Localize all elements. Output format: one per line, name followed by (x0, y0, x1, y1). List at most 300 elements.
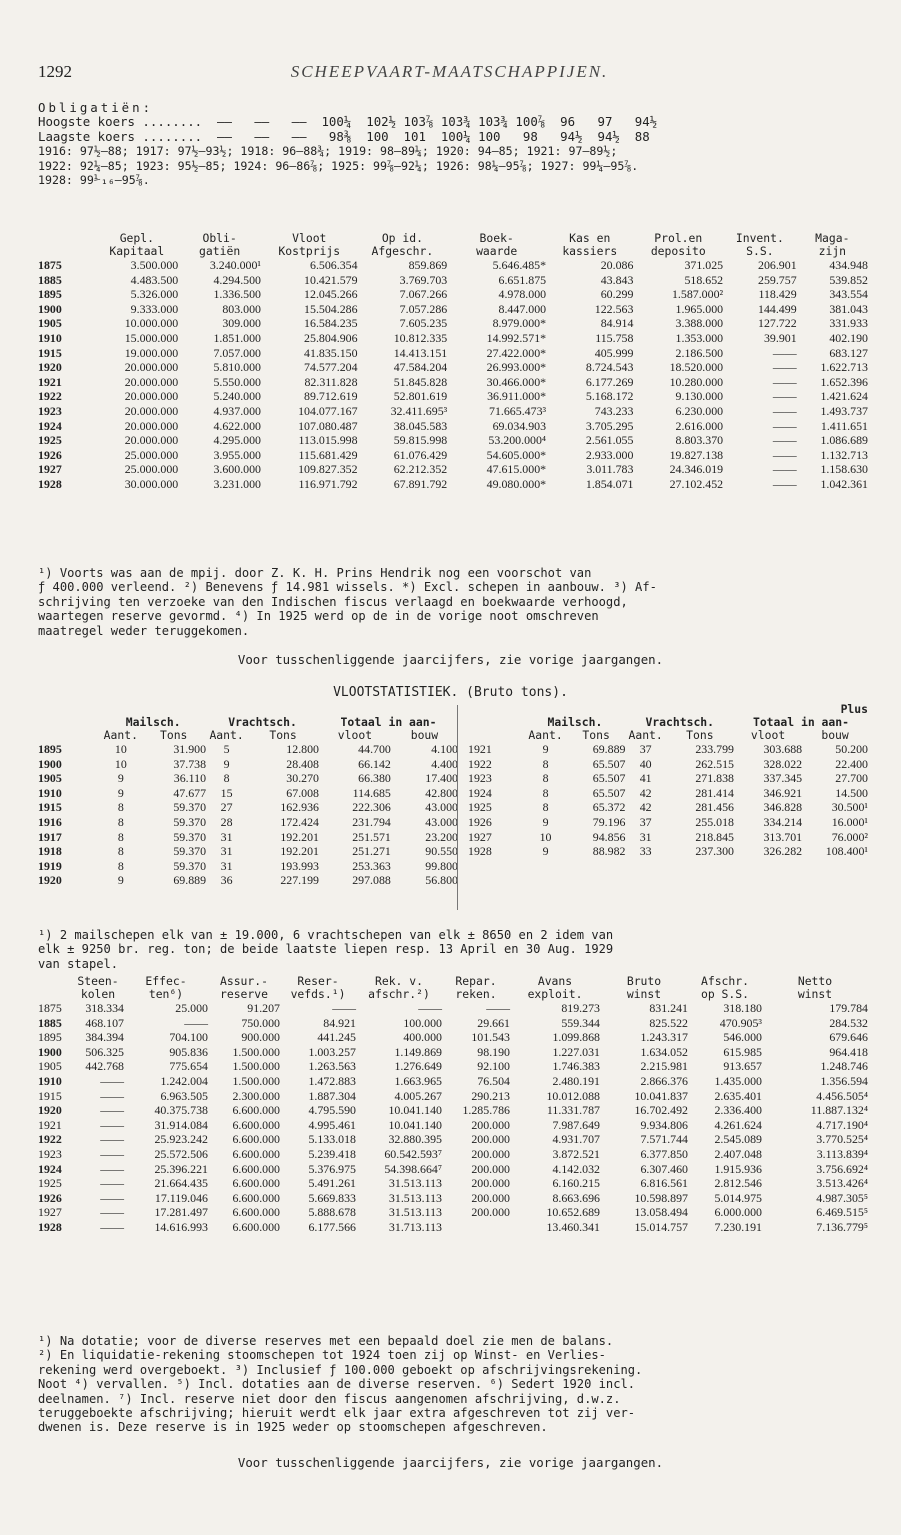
value-cell: 803.000 (222, 301, 261, 316)
value-cell: 1.411.651 (820, 418, 868, 433)
value-cell: 831.241 (649, 1001, 688, 1015)
value-cell: 41.835.150 (304, 345, 358, 360)
value-cell: 1.500.000 (232, 1044, 280, 1059)
value-cell: 24.346.019 (669, 462, 724, 477)
value-cell: 1.421.624 (820, 389, 868, 404)
column-header: Prol.en (654, 231, 703, 245)
column-header: Tons (582, 728, 610, 742)
column-header: Tons (269, 728, 297, 742)
value-cell: 76.000² (831, 829, 868, 844)
balance-footnotes (38, 566, 868, 638)
value-cell: 192.201 (280, 829, 319, 844)
value-cell: 9 (117, 771, 124, 786)
value-cell: 43.843 (600, 272, 634, 287)
value-cell: —— (772, 374, 797, 389)
value-cell: 11.331.787 (546, 1103, 600, 1118)
column-header: Aant. (209, 728, 244, 742)
value-cell: 43.000 (425, 814, 458, 829)
value-cell: 10.041.140 (388, 1103, 442, 1118)
value-cell: 4.456.505⁴ (816, 1088, 868, 1103)
value-cell: 30.500¹ (831, 800, 868, 815)
value-cell: 20.000.000 (124, 403, 179, 418)
value-cell: 8.724.543 (585, 360, 634, 375)
value-cell: 66.142 (358, 756, 391, 771)
table-header-row (38, 988, 868, 1001)
value-cell: 59.370 (173, 844, 207, 859)
value-cell: —— (772, 447, 797, 462)
fleet-header-row (38, 716, 458, 729)
table-row (38, 462, 868, 477)
value-cell: 6.600.000 (232, 1103, 280, 1118)
table-row (38, 287, 868, 302)
value-cell: 318.334 (85, 1001, 124, 1015)
value-cell: 31.513.113 (388, 1205, 442, 1220)
fleet-table-left (38, 703, 458, 888)
value-cell: 1.493.737 (820, 403, 868, 418)
table-row (38, 1147, 868, 1162)
value-cell: 6.651.875 (498, 272, 547, 287)
column-header: Invent. (735, 231, 784, 245)
value-cell: 3.513.426⁴ (816, 1176, 868, 1191)
value-cell: 25.000.000 (124, 447, 179, 462)
value-cell: 4.142.032 (552, 1161, 600, 1176)
value-cell: 20.000.000 (124, 360, 179, 375)
year-cell: 1875 (38, 258, 62, 272)
column-header: Gepl. (119, 231, 154, 245)
value-cell: 31 (220, 844, 233, 859)
value-cell: 82.311.828 (304, 374, 358, 389)
value-cell: 5.810.000 (213, 360, 261, 375)
value-cell: 193.993 (280, 858, 319, 873)
value-cell: —— (100, 1146, 124, 1161)
value-cell: 62.212.352 (393, 462, 448, 477)
value-cell: 20.000.000 (124, 389, 179, 404)
value-cell: 13.460.341 (546, 1219, 600, 1234)
value-cell: 5 (223, 742, 230, 756)
value-cell: 1.634.052 (640, 1044, 688, 1059)
value-cell: 6.600.000 (232, 1176, 280, 1191)
fleet-row (38, 742, 458, 757)
column-header: Totaal in aan- (752, 715, 849, 729)
column-header: winst (626, 987, 662, 1001)
value-cell: 25.804.906 (304, 330, 358, 345)
value-cell: 2.336.400 (714, 1103, 762, 1118)
value-cell: 88.982 (592, 844, 626, 859)
value-cell: 31.513.113 (388, 1176, 442, 1191)
value-cell: 9 (542, 814, 549, 829)
value-cell: 262.515 (695, 756, 734, 771)
value-cell: 7.136.779⁵ (816, 1219, 868, 1234)
balance-table (38, 232, 868, 492)
value-cell: 47.615.000* (486, 462, 547, 477)
column-header: Maga- (815, 231, 850, 245)
value-cell: 8.447.000 (498, 301, 547, 316)
column-header: Vloot (292, 231, 327, 245)
value-cell: 859.869 (408, 258, 448, 272)
year-cell: 1917 (38, 829, 62, 844)
footnote-line: waartegen reserve gevormd. ⁴) In 1925 werd op de in de vorige noot omschreven (38, 609, 599, 624)
value-cell: 1.500.000 (232, 1059, 280, 1074)
value-cell: 16.584.235 (304, 316, 358, 331)
table-row (38, 346, 868, 361)
table-row (38, 258, 868, 273)
value-cell: 108.400¹ (825, 844, 868, 859)
value-cell: —— (772, 462, 797, 477)
obligatien-hoogste: Hoogste koers ........ —— —— —— 100¼ 102½ 103⅞ 103¾ 103¾ 100⅞ 96 97 94½ (38, 114, 658, 130)
year-cell: 1905 (38, 316, 62, 331)
value-cell: 1.003.257 (308, 1044, 356, 1059)
column-header: Plus (840, 702, 868, 716)
value-cell: 5.646.485* (492, 258, 547, 272)
column-header: Steen- (77, 974, 119, 988)
blank-cell (468, 703, 524, 716)
value-cell: 4.622.000 (213, 418, 261, 433)
column-header: Vrachtsch. (645, 715, 715, 729)
value-cell: 4.294.500 (213, 272, 261, 287)
value-cell: 10.421.579 (304, 272, 358, 287)
year-cell: 1900 (38, 756, 62, 771)
value-cell: 1.472.883 (308, 1073, 356, 1088)
table-row (38, 1176, 868, 1191)
value-cell: 775.654 (169, 1059, 208, 1074)
blank-cell (38, 232, 95, 245)
value-cell: 1.353.000 (675, 330, 724, 345)
value-cell: 114.685 (352, 785, 391, 800)
value-cell: 3.600.000 (213, 462, 261, 477)
value-cell: 32.880.395 (388, 1132, 442, 1147)
value-cell: —— (772, 360, 797, 375)
value-cell: 251.271 (352, 844, 391, 859)
value-cell: 1.086.689 (820, 433, 868, 448)
value-cell: 47.677 (173, 785, 207, 800)
value-cell: 1.263.563 (308, 1059, 356, 1074)
table-row (38, 375, 868, 390)
value-cell: 1.356.594 (820, 1073, 868, 1088)
value-cell: 218.845 (695, 829, 734, 844)
value-cell: 518.652 (684, 272, 724, 287)
value-cell: 1.854.071 (585, 476, 634, 491)
value-cell: —— (184, 1015, 208, 1030)
value-cell: 10 (114, 742, 127, 756)
value-cell: 36 (220, 873, 233, 888)
year-cell: 1926 (468, 814, 492, 829)
footnote-line: elk ± 9250 br. reg. ton; de beide laatste liepen resp. 13 April en 30 Aug. 1929 (38, 942, 614, 957)
value-cell: 16.000¹ (831, 814, 868, 829)
value-cell: 8.803.370 (675, 433, 724, 448)
value-cell: 92.100 (477, 1059, 510, 1074)
fleet-row (38, 859, 458, 874)
value-cell: 1.887.304 (308, 1088, 356, 1103)
value-cell: 9 (117, 873, 124, 888)
value-cell: 284.532 (829, 1015, 868, 1030)
value-cell: 10 (114, 756, 127, 771)
value-cell: 37 (639, 814, 652, 829)
value-cell: 28 (220, 814, 233, 829)
value-cell: 8 (542, 785, 549, 800)
year-cell: 1927 (468, 829, 492, 844)
year-cell: 1905 (38, 1059, 62, 1074)
value-cell: 50.200 (835, 742, 868, 756)
value-cell: 59.815.998 (393, 433, 448, 448)
column-header: Boek- (479, 231, 514, 245)
obligatien-line-3: 1916: 97½—88; 1917: 97½—93½; 1918: 96—88¾; 1919: 98—89¼; 1920: 94—85; 1921: 97—89½; (38, 144, 618, 159)
value-cell: 89.712.619 (304, 389, 358, 404)
value-cell: —— (486, 1001, 510, 1015)
see-previous-note-1: Voor tusschenliggende jaarcijfers, zie vorige jaargangen. (237, 652, 664, 667)
fleet-statistics-title: VLOOTSTATISTIEK. (Bruto tons). (333, 685, 568, 700)
column-header: Netto (797, 974, 833, 988)
value-cell: 337.345 (763, 771, 803, 786)
value-cell: 313.701 (763, 829, 803, 844)
value-cell: 4.717.190⁴ (816, 1117, 868, 1132)
value-cell: 32.411.695³ (390, 403, 448, 418)
value-cell: 227.199 (280, 873, 319, 888)
value-cell: 6.230.000 (675, 403, 724, 418)
value-cell: 615.985 (723, 1044, 762, 1059)
value-cell: 29.661 (477, 1015, 510, 1030)
year-cell: 1922 (468, 756, 492, 771)
value-cell: 1.248.746 (820, 1059, 868, 1074)
value-cell: 18.520.000 (669, 360, 724, 375)
value-cell: 3.955.000 (213, 447, 261, 462)
value-cell: 1.227.031 (552, 1044, 600, 1059)
fleet-row (468, 830, 868, 845)
value-cell: 750.000 (241, 1015, 280, 1030)
year-cell: 1895 (38, 287, 62, 302)
year-cell: 1928 (38, 1219, 62, 1234)
value-cell: 1.242.004 (160, 1073, 208, 1088)
column-header: Kapitaal (109, 244, 165, 258)
column-header: Mailsch. (125, 715, 181, 729)
year-cell: 1910 (38, 1073, 62, 1088)
year-cell: 1922 (38, 1132, 62, 1147)
year-cell: 1920 (38, 360, 62, 375)
value-cell: 20.000.000 (124, 418, 179, 433)
year-cell: 1924 (468, 785, 492, 800)
value-cell: 5.376.975 (308, 1161, 356, 1176)
year-cell: 1905 (38, 771, 62, 786)
column-header: zijn (818, 244, 847, 258)
column-header: kolen (80, 987, 116, 1001)
value-cell: 54.398.664⁷ (384, 1161, 442, 1176)
value-cell: 15.014.757 (634, 1219, 688, 1234)
value-cell: —— (772, 345, 797, 360)
blank-cell (38, 245, 95, 258)
value-cell: 371.025 (684, 258, 724, 272)
value-cell: 76.504 (477, 1073, 510, 1088)
value-cell: 200.000 (471, 1132, 510, 1147)
table-row (38, 433, 868, 448)
value-cell: 19.000.000 (124, 345, 179, 360)
value-cell: 231.794 (352, 814, 391, 829)
fleet-table-right (468, 703, 868, 859)
fleet-row (468, 800, 868, 815)
table-row (38, 448, 868, 463)
value-cell: 6.600.000 (232, 1219, 280, 1234)
profit-footnotes (38, 1334, 868, 1435)
column-header: Repar. (455, 974, 497, 988)
value-cell: 179.784 (829, 1001, 868, 1015)
year-cell: 1910 (38, 785, 62, 800)
value-cell: 31.914.084 (154, 1117, 208, 1132)
column-header: Aant. (103, 728, 138, 742)
value-cell: 47.584.204 (393, 360, 448, 375)
value-cell: 6.600.000 (232, 1161, 280, 1176)
value-cell: 6.600.000 (232, 1146, 280, 1161)
column-header: Afschr. (700, 974, 749, 988)
value-cell: 9.333.000 (130, 301, 179, 316)
footnote-line: rekening werd overgeboekt. ³) Inclusief ƒ 100.000 geboekt op afschrijvingsrekening. (38, 1362, 643, 1377)
column-header: exploit. (527, 987, 583, 1001)
value-cell: 20.000.000 (124, 433, 179, 448)
footnote-line: ¹) Na dotatie; voor de diverse reserves met een bepaald doel zie men de balans. (38, 1334, 614, 1348)
value-cell: 200.000 (471, 1146, 510, 1161)
value-cell: 5.240.000 (213, 389, 261, 404)
blank-cell (38, 716, 100, 729)
value-cell: —— (100, 1088, 124, 1103)
value-cell: 4.937.000 (213, 403, 261, 418)
year-cell: 1921 (468, 742, 492, 756)
column-header: Op id. (381, 231, 423, 245)
value-cell: 66.380 (358, 771, 391, 786)
value-cell: 318.180 (723, 1001, 762, 1015)
value-cell: 144.499 (758, 301, 797, 316)
value-cell: 26.993.000* (486, 360, 547, 375)
value-cell: 2.300.000 (232, 1088, 280, 1103)
value-cell: 3.756.692⁴ (816, 1161, 868, 1176)
value-cell: 8 (117, 829, 124, 844)
column-header: Effec- (145, 974, 187, 988)
column-header: reserve (219, 987, 268, 1001)
table-row (38, 404, 868, 419)
column-header: waarde (476, 244, 518, 258)
value-cell: 31.713.113 (388, 1219, 442, 1234)
value-cell: 172.424 (280, 814, 319, 829)
obligatien-line-5: 1928: 99⅟₁₆—95⅞. (38, 172, 150, 187)
obligatien-heading: Obligatiën: (38, 100, 154, 115)
value-cell: 31 (220, 829, 233, 844)
value-cell: 4.931.707 (552, 1132, 600, 1147)
table-row (38, 1045, 868, 1060)
value-cell: 41 (639, 771, 652, 786)
column-header: afschr.²) (368, 987, 430, 1001)
value-cell: 1.652.396 (820, 374, 868, 389)
column-header: vloot (750, 728, 786, 742)
year-cell: 1918 (38, 844, 62, 859)
running-title: SCHEEPVAART-MAATSCHAPPIJEN. (290, 62, 609, 81)
page-header (38, 62, 861, 84)
value-cell: 30.270 (286, 771, 319, 786)
year-cell: 1895 (38, 742, 62, 756)
value-cell: 162.936 (280, 800, 319, 815)
value-cell: 6.600.000 (232, 1132, 280, 1147)
table-row (38, 360, 868, 375)
value-cell: 42 (639, 785, 652, 800)
column-header: gatiën (199, 244, 241, 258)
fleet-row (468, 815, 868, 830)
value-cell: 107.080.487 (298, 418, 358, 433)
value-cell: 10.280.000 (669, 374, 724, 389)
value-cell: —— (100, 1161, 124, 1176)
value-cell: 9.130.000 (675, 389, 724, 404)
value-cell: 13.058.494 (634, 1205, 688, 1220)
fleet-row (38, 800, 458, 815)
value-cell: 14.616.993 (154, 1219, 208, 1234)
value-cell: 19.827.138 (669, 447, 724, 462)
blank-cell (468, 729, 524, 742)
year-cell: 1875 (38, 1001, 62, 1015)
value-cell: 6.160.215 (552, 1176, 600, 1191)
value-cell: 21.664.435 (154, 1176, 208, 1191)
column-header: winst (797, 987, 833, 1001)
value-cell: 69.034.903 (492, 418, 547, 433)
value-cell: 65.507 (592, 771, 626, 786)
value-cell: —— (418, 1001, 442, 1015)
value-cell: 6.469.515⁵ (816, 1205, 868, 1220)
year-cell: 1925 (38, 1176, 62, 1191)
value-cell: 84.921 (323, 1015, 356, 1030)
column-header: op S.S. (700, 987, 749, 1001)
value-cell: 4.100 (431, 742, 458, 756)
value-cell: 1.099.868 (552, 1030, 600, 1045)
value-cell: 400.000 (403, 1030, 442, 1045)
value-cell: 42.800 (425, 785, 458, 800)
blank-cell (38, 703, 100, 716)
fleet-row (38, 844, 458, 859)
see-previous-note-2: Voor tusschenliggende jaarcijfers, zie vorige jaargangen. (237, 1455, 664, 1470)
value-cell: —— (100, 1219, 124, 1234)
value-cell: 37 (639, 742, 652, 756)
value-cell: 27 (220, 800, 233, 815)
value-cell: 67.008 (286, 785, 319, 800)
value-cell: 71.665.473³ (489, 403, 547, 418)
value-cell: 290.213 (471, 1088, 510, 1103)
table-row (38, 1030, 868, 1045)
value-cell: 61.076.429 (393, 447, 448, 462)
footnote-line: Noot ⁴) vervallen. ⁵) Incl. dotaties aan de diverse reserven. ⁶) Sedert 1920 incl. (38, 1377, 636, 1392)
value-cell: 331.933 (829, 316, 868, 331)
value-cell: 5.669.833 (308, 1190, 356, 1205)
year-cell: 1924 (38, 418, 62, 433)
column-header: Totaal in aan- (340, 715, 437, 729)
value-cell: 2.215.981 (640, 1059, 688, 1074)
value-cell: 3.770.525⁴ (816, 1132, 868, 1147)
value-cell: 200.000 (471, 1205, 510, 1220)
value-cell: 67.891.792 (393, 476, 448, 491)
value-cell: 30.466.000* (486, 374, 547, 389)
value-cell: 434.948 (829, 258, 868, 272)
value-cell: 1.149.869 (394, 1044, 442, 1059)
value-cell: 127.722 (758, 316, 797, 331)
value-cell (442, 1220, 510, 1235)
column-header: bouw (410, 728, 439, 742)
value-cell: 4.400 (431, 756, 458, 771)
value-cell: 22.400 (835, 756, 868, 771)
table-row (38, 1103, 868, 1118)
fleet-row (38, 757, 458, 772)
value-cell: 559.344 (561, 1015, 600, 1030)
value-cell: 900.000 (241, 1030, 280, 1045)
value-cell: 3.769.703 (399, 272, 448, 287)
fleet-row (468, 771, 868, 786)
value-cell: 384.394 (85, 1030, 124, 1045)
column-header: Tons (686, 728, 714, 742)
value-cell: 683.127 (829, 345, 868, 360)
value-cell: 59.370 (173, 858, 207, 873)
value-cell: 309.000 (222, 316, 261, 331)
value-cell: 1.042.361 (820, 476, 868, 491)
value-cell: 1.285.786 (462, 1103, 510, 1118)
